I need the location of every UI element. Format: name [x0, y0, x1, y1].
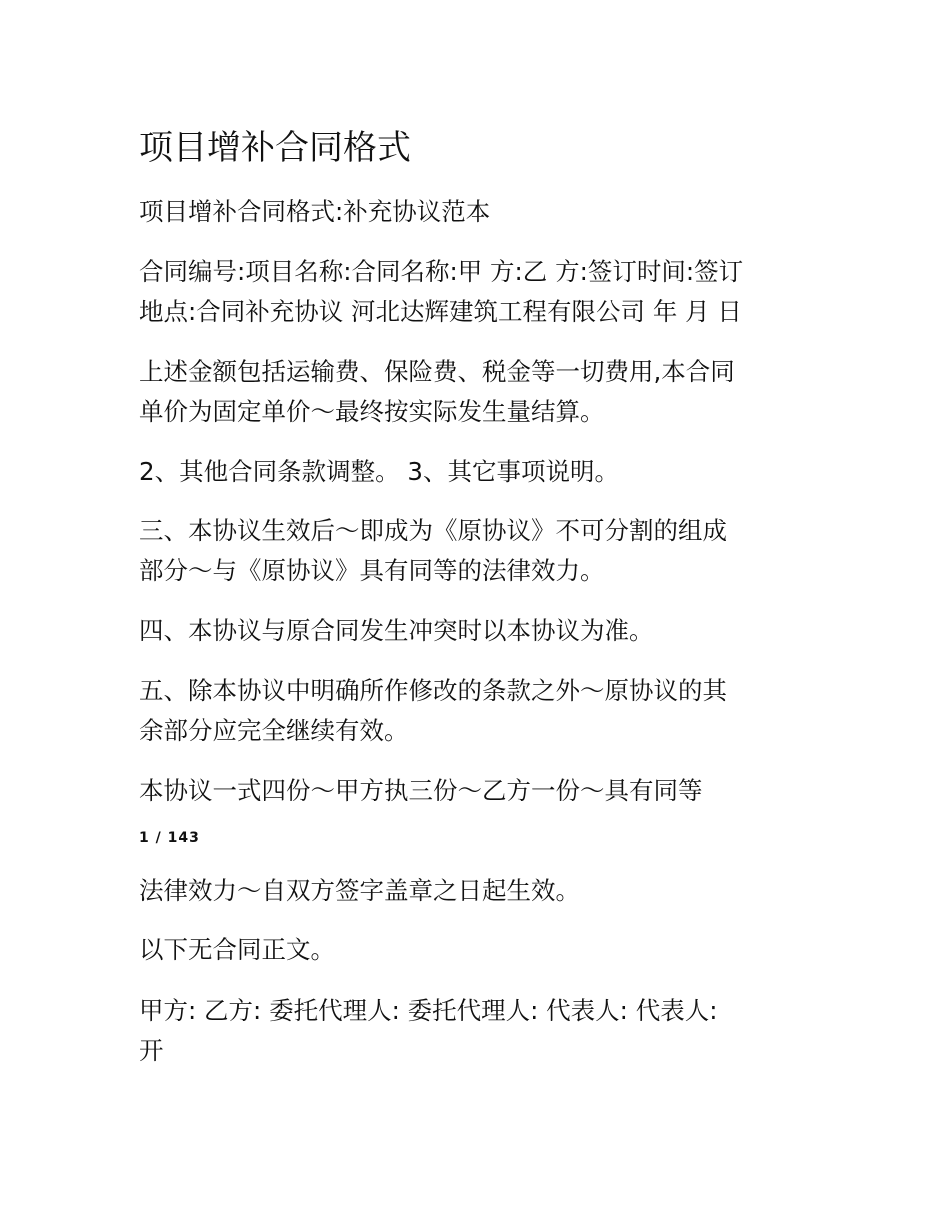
paragraph-line: 余部分应完全继续有效。 [139, 716, 409, 745]
paragraph-line: 本协议一式四份～甲方执三份～乙方一份～具有同等 [139, 776, 703, 805]
document-subtitle [139, 192, 819, 232]
paragraph-line: 地点:合同补充协议 河北达辉建筑工程有限公司 年 月 日 [139, 297, 742, 326]
paragraph-line: 上述金额包括运输费、保险费、税金等一切费用,本合同 [139, 357, 735, 386]
paragraph-line: 五、除本协议中明确所作修改的条款之外～原协议的其 [139, 676, 727, 705]
paragraph-line: 法律效力～自双方签字盖章之日起生效。 [139, 876, 580, 905]
paragraph-line: 单价为固定单价～最终按实际发生量结算。 [139, 397, 605, 426]
paragraph-line: 以下无合同正文。 [139, 935, 335, 964]
paragraph-clause-four [139, 611, 819, 651]
paragraph-amount [139, 352, 819, 432]
paragraph-clause-five [139, 671, 819, 751]
paragraph-line: 开 [139, 1036, 164, 1065]
paragraph-signatories [139, 991, 819, 1071]
page-number: 1 / 143 [139, 830, 200, 846]
paragraph-clause-three [139, 511, 819, 591]
paragraph-end-note [139, 930, 819, 970]
paragraph-line: 甲方: 乙方: 委托代理人: 委托代理人: 代表人: 代表人: [139, 996, 718, 1025]
paragraph-line: 三、本协议生效后～即成为《原协议》不可分割的组成 [139, 516, 727, 545]
paragraph-line: 四、本协议与原合同发生冲突时以本协议为准。 [139, 616, 654, 645]
paragraph-line: 合同编号:项目名称:合同名称:甲 方:乙 方:签订时间:签订 [139, 257, 744, 286]
paragraph-effect [139, 871, 819, 911]
document-title: 项目增补合同格式 [139, 128, 411, 168]
subtitle-line: 项目增补合同格式:补充协议范本 [139, 197, 491, 226]
paragraph-line: 部分～与《原协议》具有同等的法律效力。 [139, 556, 605, 585]
paragraph-copies [139, 771, 819, 811]
paragraph-line: 2、其他合同条款调整。 3、其它事项说明。 [139, 457, 619, 486]
paragraph-contract-fields [139, 252, 819, 332]
paragraph-clauses [139, 452, 819, 492]
